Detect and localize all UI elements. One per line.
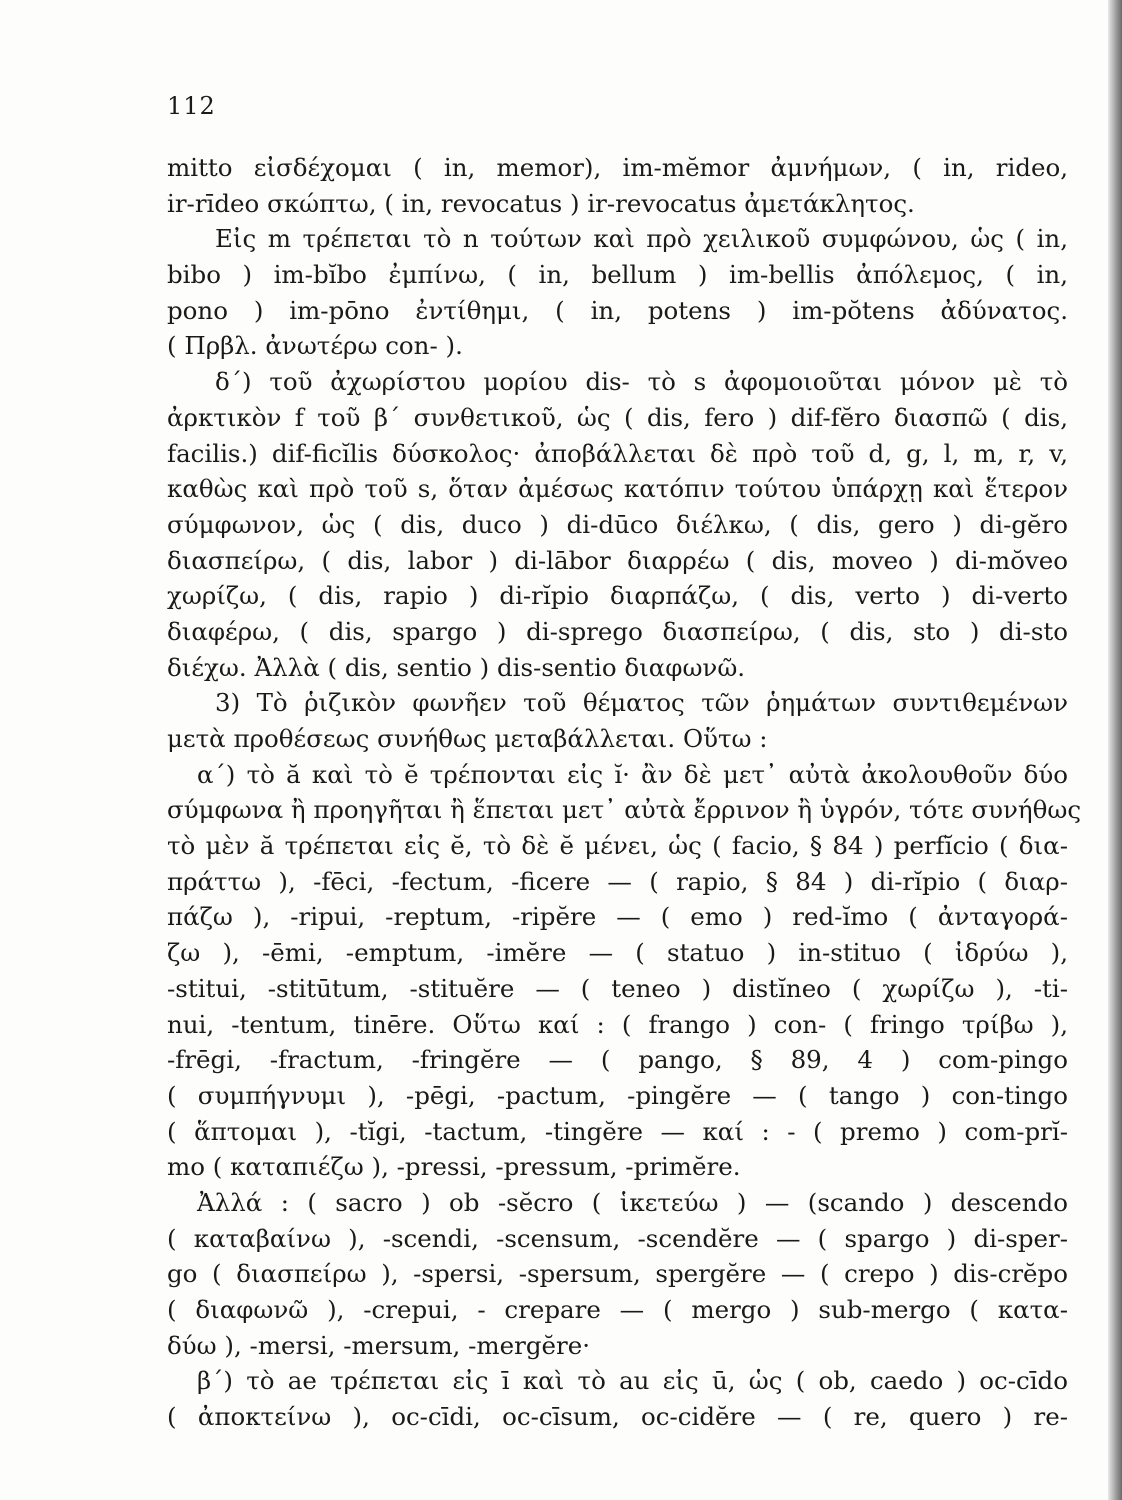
- text-line: πράττω ), -fēci, -fectum, -ficere — ( rapio, § 84 ) di-rĭpio ( διαρ-: [167, 866, 1068, 896]
- text-line: διασπείρω, ( dis, labor ) di-lābor διαρρέω ( dis, moveo ) di-mŏveo: [167, 545, 1068, 575]
- text-line: ( ἀποκτείνω ), oc-cīdi, oc-cīsum, oc-cidĕre — ( re, quero ) re-: [167, 1402, 1068, 1432]
- text-line: μετὰ προθέσεως συνήθως μεταβάλλεται. Οὕτω :: [167, 724, 768, 753]
- text-line: σύμφωνα ἢ προηγῆται ἢ ἕπεται μετ᾿ αὐτὰ ἔρρινον ἢ ὑγρόν, τότε συνήθως: [167, 795, 1082, 825]
- text-line: καθὼς καὶ πρὸ τοῦ s, ὅταν ἀμέσως κατόπιν τούτου ὑπάρχῃ καὶ ἕτερον: [167, 474, 1068, 504]
- text-line: διέχω. Ἀλλὰ ( dis, sentio ) dis-sentio διαφωνῶ.: [167, 652, 746, 682]
- text-line: ir-rīdeo σκώπτω, ( in, revocatus ) ir-revocatus ἀμετάκλητος.: [167, 188, 915, 218]
- text-line: τὸ μὲν ă τρέπεται εἰς ĕ, τὸ δὲ ĕ μένει, ὡς ( facio, § 84 ) perfĭcio ( δια-: [167, 831, 1068, 861]
- text-line: ( συμπήγνυμι ), -pēgi, -pactum, -pingĕre — ( tango ) con-tingo: [167, 1080, 1068, 1110]
- text-line: pono ) im-pōno ἐντίθημι, ( in, potens ) im-pŏtens ἀδύνατος.: [167, 295, 1068, 325]
- text-line: ( διαφωνῶ ), -crepui, - crepare — ( mergo ) sub-mergo ( κατα-: [167, 1295, 1068, 1324]
- text-line: mitto εἰσδέχομαι ( in, memor), im-mĕmor ἀμνήμων, ( in, rideo,: [167, 153, 1068, 182]
- text-line: ἀρκτικὸν f τοῦ β΄ συνθετικοῦ, ὡς ( dis, fero ) dif-fĕro διασπῶ ( dis,: [167, 402, 1068, 432]
- text-line: ( Πρβλ. ἀνωτέρω con- ).: [167, 331, 463, 361]
- text-line: διαφέρω, ( dis, spargo ) di-sprego διασπείρω, ( dis, sto ) di-sto: [167, 616, 1068, 646]
- text-line: nui, -tentum, tinēre. Οὕτω καί : ( frango ) con- ( fringo τρίβω ),: [167, 1009, 1068, 1039]
- text-line: mo ( καταπιέζω ), -pressi, -pressum, -primĕre.: [167, 1152, 741, 1182]
- page-edge-shadow: [1108, 0, 1122, 1500]
- text-line: β΄) τὸ ae τρέπεται εἰς ī καὶ τὸ au εἰς ū, ὡς ( ob, caedo ) oc-cīdo: [197, 1366, 1068, 1396]
- text-line: bibo ) im-bĭbo ἐμπίνω, ( in, bellum ) im-bellis ἀπόλεμος, ( in,: [167, 260, 1068, 290]
- text-line: go ( διασπείρω ), -spersi, -spersum, spergĕre — ( crepo ) dis-crĕpo: [167, 1259, 1068, 1289]
- text-line: α΄) τὸ ă καὶ τὸ ĕ τρέπονται εἰς ĭ· ἂν δὲ μετ᾿ αὐτὰ ἀκολουθοῦν δύο: [197, 759, 1068, 789]
- text-line: facilis.) dif-ficĭlis δύσκολος· ἀποβάλλεται δὲ πρὸ τοῦ d, g, l, m, r, v,: [167, 438, 1068, 468]
- text-line: ζω ), -ēmi, -emptum, -imĕre — ( statuo ) in-stituo ( ἱδρύω ),: [167, 938, 1068, 968]
- text-line: ( ἅπτομαι ), -tĭgi, -tactum, -tingĕre — καί : - ( premo ) com-prĭ-: [167, 1116, 1068, 1146]
- body-text: [167, 150, 1082, 1435]
- text-line: Ἀλλά : ( sacro ) ob -sĕcro ( ἱκετεύω ) — (scando ) descendo: [197, 1187, 1068, 1217]
- text-line: σύμφωνον, ὡς ( dis, duco ) di-dūco διέλκω, ( dis, gero ) di-gĕro: [167, 509, 1068, 539]
- text-line: ( καταβαίνω ), -scendi, -scensum, -scendĕre — ( spargo ) di-sper-: [167, 1223, 1068, 1253]
- text-line: Εἰς m τρέπεται τὸ n τούτων καὶ πρὸ χειλικοῦ συμφώνου, ὡς ( in,: [215, 224, 1068, 254]
- text-line: χωρίζω, ( dis, rapio ) di-rĭpio διαρπάζω, ( dis, verto ) di-verto: [167, 581, 1068, 611]
- text-line: δ΄) τοῦ ἀχωρίστου μορίου dis- τὸ s ἀφομοιοῦται μόνον μὲ τὸ: [215, 367, 1068, 397]
- text-line: πάζω ), -ripui, -reptum, -ripĕre — ( emo ) red-ĭmo ( ἀνταγορά-: [167, 902, 1068, 932]
- text-line: -stitui, -stitūtum, -stituĕre — ( teneo ) distĭneo ( χωρίζω ), -ti-: [167, 973, 1068, 1003]
- text-line: δύω ), -mersi, -mersum, -mergĕre·: [167, 1330, 591, 1360]
- page-number: 112: [167, 92, 216, 120]
- text-line: 3) Τὸ ῥιζικὸν φωνῆεν τοῦ θέματος τῶν ῥημάτων συντιθεμένων: [215, 688, 1068, 718]
- text-line: -frēgi, -fractum, -fringĕre — ( pango, § 89, 4 ) com-pingo: [167, 1045, 1068, 1075]
